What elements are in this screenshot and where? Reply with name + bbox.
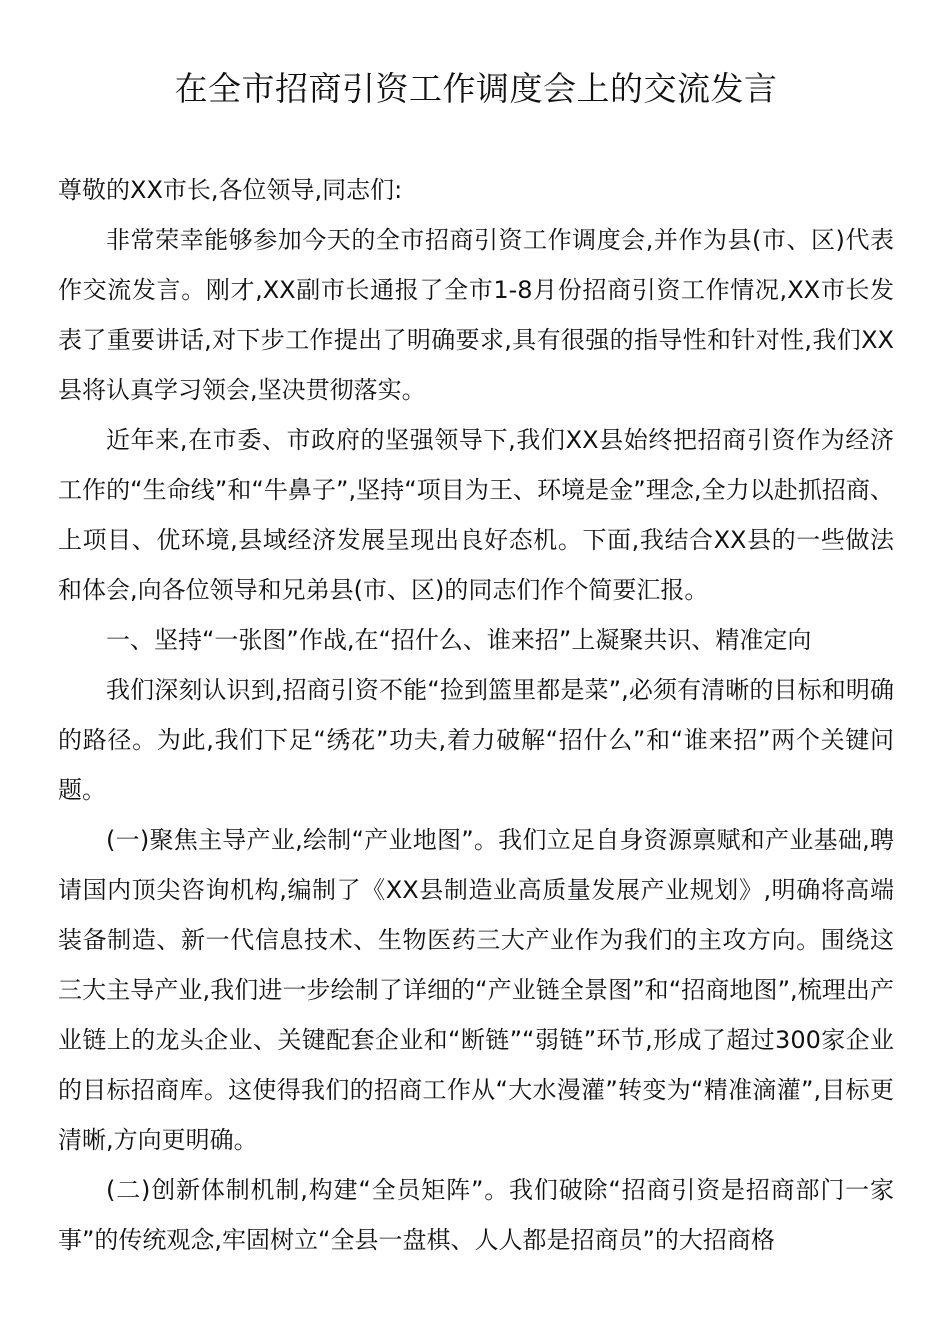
- section-heading-1: 一、坚持“一张图”作战,在“招什么、谁来招”上凝聚共识、精准定向: [106, 626, 812, 654]
- document-page: [58, 0, 894, 1265]
- paragraph-opening: 非常荣幸能够参加今天的全市招商引资工作调度会,并作为县(市、区)代表作交流发言。刚才,XX副市长通报了全市1-8月份招商引资工作情况,XX市长发表了重要讲话,对下步工作提出了明确要求,具有很强的指导性和针对性,我们XX县将认真学习领会,坚决贯彻落实。: [58, 226, 894, 404]
- paragraph-background: 近年来,在市委、市政府的坚强领导下,我们XX县始终把招商引资作为经济工作的“生命线”和“牛鼻子”,坚持“项目为王、环境是金”理念,全力以赴抓招商、上项目、优环境,县域经济发展呈现出良好态机。下面,我结合XX县的一些做法和体会,向各位领导和兄弟县(市、区)的同志们作个简要汇报。: [58, 426, 894, 604]
- paragraph-section-1-intro: 我们深刻认识到,招商引资不能“捡到篮里都是菜”,必须有清晰的目标和明确的路径。为此,我们下足“绣花”功夫,着力破解“招什么”和“谁来招”两个关键问题。: [58, 676, 894, 804]
- document-title: 在全市招商引资工作调度会上的交流发言: [174, 69, 778, 108]
- salutation: 尊敬的XX市长,各位领导,同志们:: [58, 176, 403, 204]
- paragraph-subsection-2: (二)创新体制机制,构建“全员矩阵”。我们破除“招商引资是招商部门一家事”的传统观念,牢固树立“全县一盘棋、人人都是招商员”的大招商格: [58, 1176, 894, 1254]
- paragraph-subsection-1: (一)聚焦主导产业,绘制“产业地图”。我们立足自身资源禀赋和产业基础,聘请国内顶尖咨询机构,编制了《XX县制造业高质量发展产业规划》,明确将高端装备制造、新一代信息技术、生物医药三大产业作为我们的主攻方向。围绕这三大主导产业,我们进一步绘制了详细的“产业链全景图”和“招商地图”,梳理出产业链上的龙头企业、关键配套企业和“断链”“弱链”环节,形成了超过300家企业的目标招商库。这使得我们的招商工作从“大水漫灌”转变为“精准滴灌”,目标更清晰,方向更明确。: [58, 826, 894, 1154]
- document-body: [58, 165, 894, 1265]
